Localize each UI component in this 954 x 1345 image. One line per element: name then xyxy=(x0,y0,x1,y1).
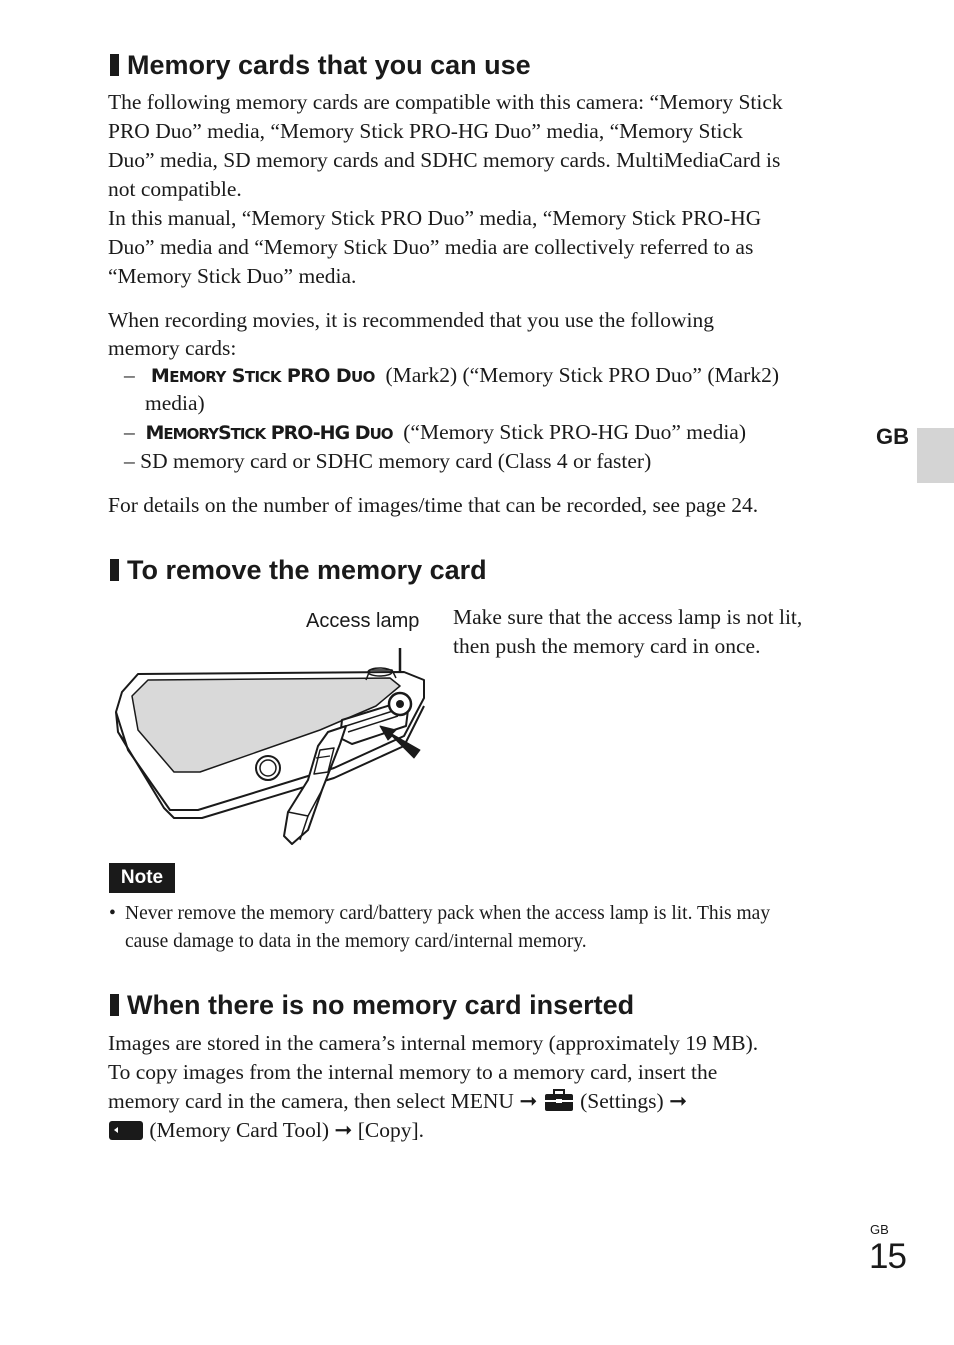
dash: – xyxy=(124,420,135,444)
recommend-paragraph xyxy=(108,306,714,362)
text-line: When recording movies, it is recommended that you use the following xyxy=(108,308,715,332)
no-card-paragraph xyxy=(108,1029,758,1145)
remove-instructions xyxy=(453,603,802,661)
text-line: not compatible. xyxy=(108,177,242,201)
camera-illustration xyxy=(108,640,438,850)
list-text: – SD memory card or SDHC memory card (Class 4 or faster) xyxy=(124,449,652,473)
text-line: cause damage to data in the memory card/internal memory. xyxy=(125,931,587,952)
heading-marker-icon xyxy=(108,994,119,1016)
text-line: To copy images from the internal memory to a memory card, insert the xyxy=(108,1060,718,1084)
page-number: 15 xyxy=(869,1237,906,1276)
arrow-icon: ➞ xyxy=(519,1089,538,1113)
text-line: For details on the number of images/time that can be recorded, see page 24. xyxy=(108,493,759,517)
text-line: In this manual, “Memory Stick PRO Duo” media, “Memory Stick PRO-HG xyxy=(108,206,762,230)
page-language: GB xyxy=(870,1222,889,1237)
heading-text: Memory cards that you can use xyxy=(127,50,531,80)
list-text: (“Memory Stick PRO-HG Duo” media) xyxy=(403,420,746,444)
text-line: Duo” media, SD memory cards and SDHC memory cards. MultiMediaCard is xyxy=(108,148,781,172)
arrow-icon: ➞ xyxy=(669,1089,688,1113)
section-heading-memory-cards xyxy=(108,49,531,81)
text-line: Images are stored in the camera’s internal memory (approximately 19 MB). xyxy=(108,1031,759,1055)
note-bullet: • xyxy=(109,903,116,924)
text-line: then push the memory card in once. xyxy=(453,634,761,658)
text-line xyxy=(108,1087,758,1116)
section-heading-no-card xyxy=(108,989,634,1021)
heading-text: To remove the memory card xyxy=(127,555,487,585)
list-item-sd xyxy=(124,447,651,476)
memory-card-tool-icon xyxy=(108,1119,144,1141)
details-paragraph xyxy=(108,491,758,520)
note-badge: Note xyxy=(109,863,175,893)
text-line: PRO Duo” media, “Memory Stick PRO-HG Duo” media, “Memory Stick xyxy=(108,119,743,143)
compat-paragraph xyxy=(108,88,783,291)
text-line: Duo” media and “Memory Stick Duo” media are collectively referred to as xyxy=(108,235,754,259)
list-text: (Mark2) (“Memory Stick PRO Duo” (Mark2) xyxy=(385,363,779,387)
text-line: memory cards: xyxy=(108,336,237,360)
settings-toolbox-icon xyxy=(543,1088,575,1112)
heading-marker-icon xyxy=(108,54,119,76)
side-tab-marker xyxy=(917,428,954,483)
access-lamp-callout: Access lamp xyxy=(306,610,420,632)
section-heading-remove-card xyxy=(108,554,487,586)
dash: – xyxy=(124,363,135,387)
list-item-mark2 xyxy=(124,361,779,392)
text-segment: [Copy]. xyxy=(357,1118,425,1142)
list-text: media) xyxy=(145,391,205,415)
text-segment: (Settings) xyxy=(580,1089,664,1113)
heading-marker-icon xyxy=(108,559,119,581)
arrow-icon: ➞ xyxy=(334,1118,353,1142)
text-segment: (Memory Card Tool) xyxy=(149,1118,329,1142)
text-segment: memory card in the camera, then select MENU xyxy=(108,1089,514,1113)
text-line xyxy=(108,1116,758,1145)
side-tab-label: GB xyxy=(876,424,909,449)
text-line: “Memory Stick Duo” media. xyxy=(108,264,357,288)
text-line: Make sure that the access lamp is not lit, xyxy=(453,605,803,629)
note-text xyxy=(125,900,770,956)
memory-stick-pro-hg-duo-logo: MEMORYSTICK PRO-HG DUO xyxy=(145,422,393,444)
list-item-mark2-cont xyxy=(145,389,205,418)
text-line: Never remove the memory card/battery pack when the access lamp is lit. This may xyxy=(125,903,771,924)
list-item-pro-hg xyxy=(124,418,746,449)
heading-text: When there is no memory card inserted xyxy=(127,990,635,1020)
memory-stick-pro-duo-logo: MEMORY STICK PRO DUO xyxy=(150,365,375,387)
text-line: The following memory cards are compatible with this camera: “Memory Stick xyxy=(108,90,783,114)
